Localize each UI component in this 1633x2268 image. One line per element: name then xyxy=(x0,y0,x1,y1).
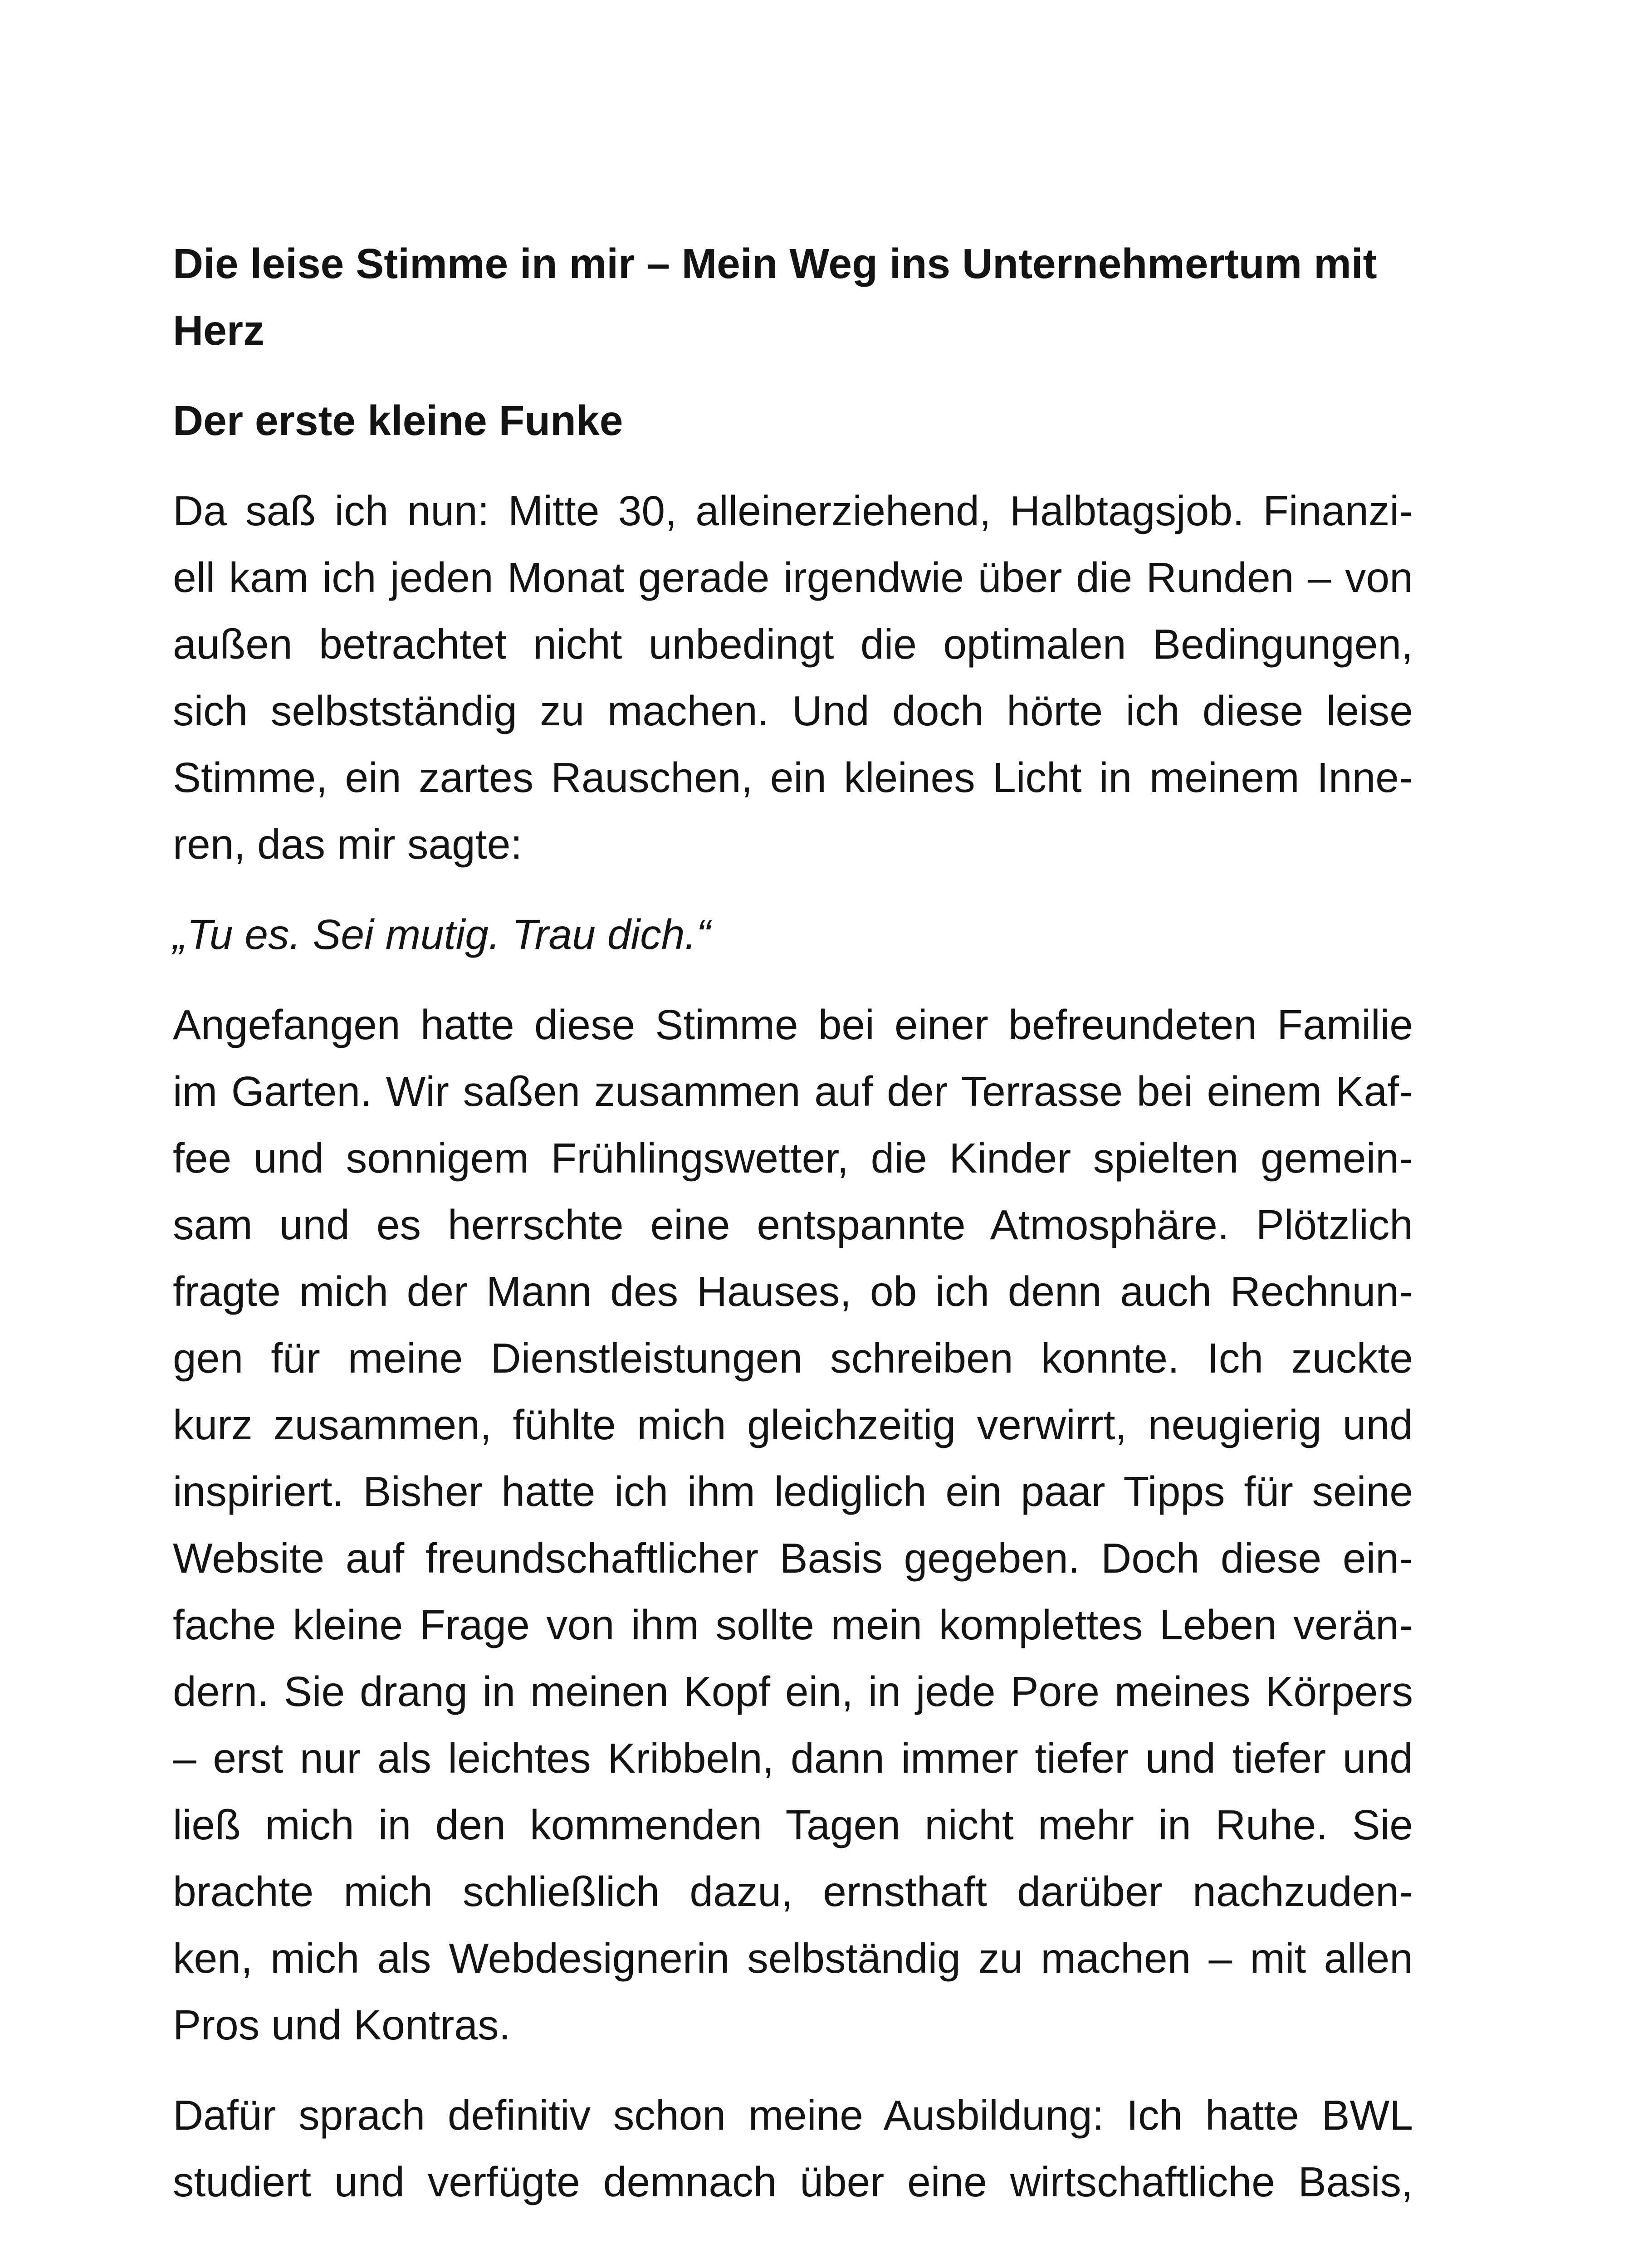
chapter-title-line: Herz xyxy=(173,307,264,354)
text-line: ren, das mir sagte: xyxy=(173,821,523,868)
text-line: fache kleine Frage von ihm sollte mein komplettes Leben verän- xyxy=(173,1601,1413,1648)
text-line: gen für meine Dienstleistungen schreiben konnte. Ich zuckte xyxy=(173,1334,1413,1382)
paragraph xyxy=(173,2082,1413,2215)
text-line: außen betrachtet nicht unbedingt die optimalen Bedingungen, xyxy=(173,621,1413,668)
section-heading xyxy=(173,387,1413,454)
text-line: – erst nur als leichtes Kribbeln, dann immer tiefer und tiefer und xyxy=(173,1735,1413,1782)
paragraph xyxy=(173,992,1413,2058)
text-line: fragte mich der Mann des Hauses, ob ich denn auch Rechnun- xyxy=(173,1268,1413,1315)
quote-line: „Tu es. Sei mutig. Trau dich.“ xyxy=(173,911,711,958)
text-line: kurz zusammen, fühlte mich gleichzeitig verwirrt, neugierig und xyxy=(173,1401,1413,1448)
text-line: sich selbstständig zu machen. Und doch hörte ich diese leise xyxy=(173,687,1413,734)
text-line: Pros und Kontras. xyxy=(173,2001,511,2048)
text-line: Stimme, ein zartes Rauschen, ein kleines Licht in meinem Inne- xyxy=(173,754,1413,801)
text-line: sam und es herrschte eine entspannte Atmosphäre. Plötzlich xyxy=(173,1201,1413,1248)
text-line: Angefangen hatte diese Stimme bei einer befreundeten Familie xyxy=(173,1001,1413,1048)
text-line: ließ mich in den kommenden Tagen nicht mehr in Ruhe. Sie xyxy=(173,1801,1413,1848)
text-line: Da saß ich nun: Mitte 30, alleinerziehend, Halbtagsjob. Finanzi- xyxy=(173,487,1413,534)
text-line: studiert und verfügte demnach über eine wirtschaftliche Basis, xyxy=(173,2158,1413,2205)
chapter-title-line: Die leise Stimme in mir – Mein Weg ins Unternehmertum mit xyxy=(173,240,1377,287)
section-heading-line: Der erste kleine Funke xyxy=(173,397,623,444)
chapter-title xyxy=(173,230,1413,364)
paragraph xyxy=(173,478,1413,878)
text-line: ken, mich als Webdesignerin selbständig zu machen – mit allen xyxy=(173,1935,1413,1982)
text-line: dern. Sie drang in meinen Kopf ein, in jede Pore meines Körpers xyxy=(173,1668,1413,1715)
text-line: ell kam ich jeden Monat gerade irgendwie über die Runden – von xyxy=(173,554,1413,601)
text-line: Website auf freundschaftlicher Basis gegeben. Doch diese ein- xyxy=(173,1535,1413,1582)
quote xyxy=(173,901,1413,968)
text-line: Dafür sprach definitiv schon meine Ausbildung: Ich hatte BWL xyxy=(173,2092,1413,2139)
text-line: brachte mich schließlich dazu, ernsthaft darüber nachzuden- xyxy=(173,1868,1413,1915)
text-column xyxy=(173,230,1413,2239)
text-line: fee und sonnigem Frühlingswetter, die Kinder spielten gemein- xyxy=(173,1134,1413,1182)
text-line: im Garten. Wir saßen zusammen auf der Terrasse bei einem Kaf- xyxy=(173,1068,1413,1115)
text-line: inspiriert. Bisher hatte ich ihm lediglich ein paar Tipps für seine xyxy=(173,1468,1413,1515)
